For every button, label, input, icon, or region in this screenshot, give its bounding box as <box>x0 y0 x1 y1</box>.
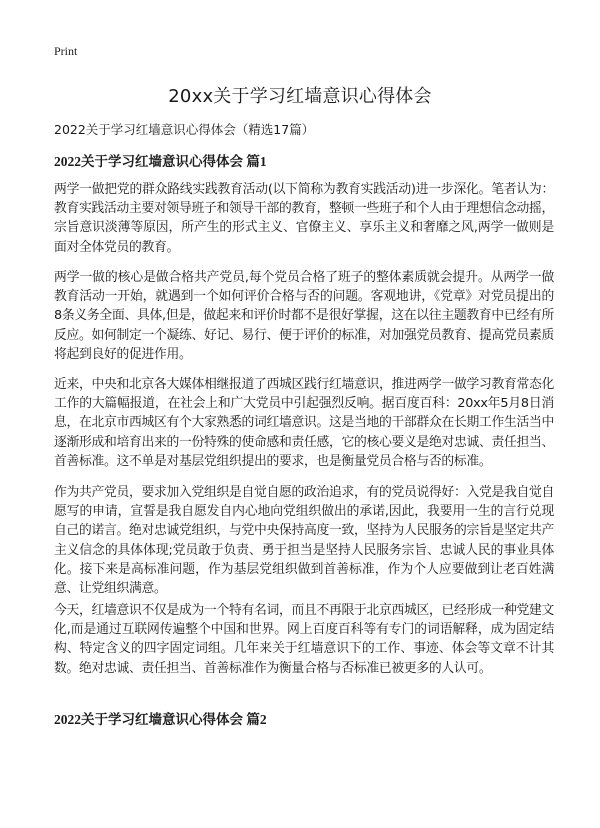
document-subtitle: 2022关于学习红墙意识心得体会（精选17篇） <box>54 122 315 137</box>
paragraph-4: 作为共产党员，要求加入党组织是自觉自愿的政治追求，有的党员说得好：入党是我自觉自愿写的申请，宣誓是我自愿发自内心地向党组织做出的承诺,因此，我要用一生的言行兑现自己的诺言。绝对忠诚党组织，与党中央保持高度一致，坚持为人民服务的宗旨是坚定共产主义信念的具体体现;党员敢于负责、勇于担当是坚持人民服务宗旨、忠诚人民的事业具体化。接下来是高标准问题，作为基层党组织做到首善标准，作为个人应要做到让老百姓满意、让党组织满意。 <box>54 485 554 597</box>
paragraph-3: 近来，中央和北京各大媒体相继报道了西城区践行红墙意识，推进两学一做学习教育常态化工作的大篇幅报道，在社会上和广大党员中引起强烈反响。据百度百科：20xx年5月8日消息，在北京市西城区有个大家熟悉的词红墙意识。这是当地的干部群众在长期工作生活当中逐渐形成和培育出来的一份特殊的使命感和责任感，它的核心要义是绝对忠诚、责任担当、首善标准。这不单是对基层党组织提出的要求，也是衡量党员合格与否的标准。 <box>54 377 554 469</box>
paragraph-1: 两学一做把党的群众路线实践教育活动(以下简称为教育实践活动)进一步深化。笔者认为：教育实践活动主要对领导班子和领导干部的教育，整顿一些班子和个人由于理想信念动摇，宗旨意识淡薄等原因，所产生的形式主义、官僚主义、享乐主义和奢靡之风,两学一做则是面对全体党员的教育。 <box>54 182 554 255</box>
section-heading-2: 2022关于学习红墙意识心得体会 篇2 <box>54 712 267 727</box>
print-link[interactable]: Print <box>54 44 78 58</box>
document-title: 20xx关于学习红墙意识心得体会 <box>168 86 432 107</box>
paragraph-5: 今天，红墙意识不仅是成为一个特有名词，而且不再限于北京西城区，已经形成一种党建文化,而是通过互联网传遍整个中国和世界。网上百度百科等有专门的词语解释，成为固定结构、特定含义的四字固定词组。几年来关于红墙意识下的工作、事迹、体会等文章不计其数。绝对忠诚、责任担当、首善标准作为衡量合格与否标准已被更多的人认可。 <box>54 603 554 676</box>
paragraph-2: 两学一做的核心是做合格共产党员,每个党员合格了班子的整体素质就会提升。从两学一做教育活动一开始，就遇到一个如何评价合格与否的问题。客观地讲，《党章》对党员提出的8条义务全面、具体,但是，做起来和评价时都不是很好掌握，这在以往主题教育中已经有所反应。如何制定一个凝练、好记、易行、便于评价的标准，对加强党员教育、提高党员素质将起到良好的促进作用。 <box>54 270 554 362</box>
section-heading-1: 2022关于学习红墙意识心得体会 篇1 <box>54 154 267 169</box>
